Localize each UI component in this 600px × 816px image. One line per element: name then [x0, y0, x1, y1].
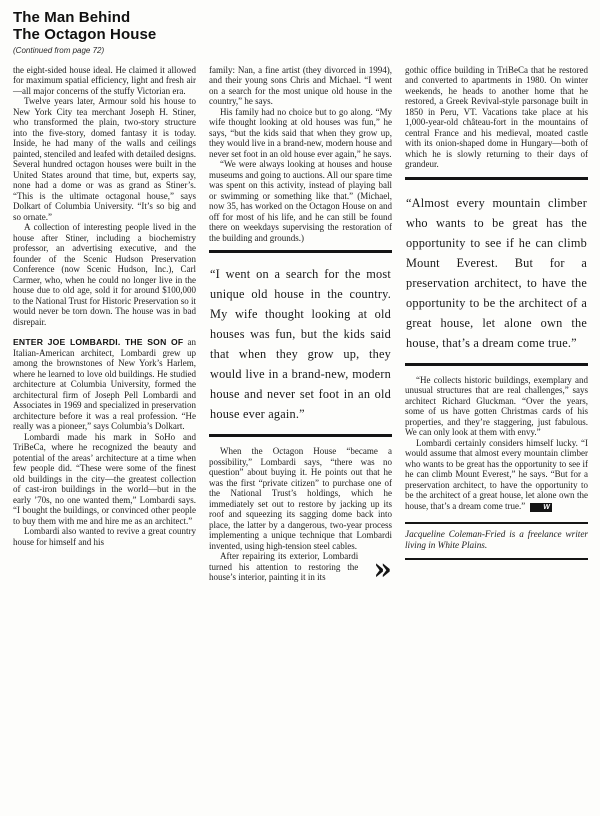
column-3: [405, 65, 588, 584]
end-of-article-mark: W: [530, 503, 552, 512]
paragraph-text: After repairing its exterior, Lombardi turned his attention to restoring the house’s interior, painting it in its: [209, 551, 359, 583]
column-1: [13, 65, 196, 584]
paragraph-text: an Italian-American architect, Lombardi grew up among the brownstones of New York’s Harlem, where he learned to love old buildings. He studied architecture at Columbia University, formed the architectural firm of Joseph Pell Lombardi and Associates in 1969 and specialized in preservation architecture before it was a real profession. “He really was a pioneer,” says Columbia’s Dolkart.: [13, 337, 196, 432]
paragraph: family: Nan, a fine artist (they divorced in 1994), and their young sons Chris and Michael. “I went on a search for the most unique old house in the country,” he says.: [209, 64, 392, 107]
article-title: [13, 10, 588, 44]
pull-quote: “Almost every mountain climber who wants to be great has the opportunity to see if he can climb Mount Everest. But for a preservation architect, to have the opportunity to be the architect of a great house, let alone own the house, that’s a dream come true.”: [405, 177, 588, 366]
continuation-chevron-icon: »: [373, 552, 392, 588]
paragraph: Lombardi made his mark in SoHo and TriBeCa, where he recognized the beauty and potential of the areas’ architecture at a time when few people did. “These were some of the finest old buildings in the city—the greatest collection of cast-iron buildings in the world—but in the early ’70s, no one wanted them,” Lombardi says. “I bought the buildings, or convinced other people to buy them with me and hire me as an architect.”: [13, 431, 196, 526]
paragraph: gothic office building in TriBeCa that he restored and converted to apartments in 1980. On winter weekends, he heads to another home that he restored, a Greek Revival-style parsonage built in 1850 in Peru, VT. Vacations take place at his 1,000-year-old château-fort in the mountains of central France and his medieval, moated castle with its onion-shaped dome in Hungary—both of which he is slowly returning to their days of grandeur.: [405, 64, 588, 170]
paragraph: “We were always looking at houses and house museums and going to auctions. All our spare time was spent on this activity, instead of playing ball or swimming or something like that.” (Michael, now 35, has worked on the Octagon House on and off for most of his life, and he can still be found there on weekdays supervising the restoration of the building and grounds.): [209, 159, 392, 243]
paragraph: “He collects historic buildings, exemplary and unusual structures that are real challenges,” says architect Richard Gluckman. “Over the years, some of us have gotten Christmas cards of his properties, and they’re staggering, just fabulous. We can only look at them with envy.”: [405, 374, 588, 438]
article-masthead: [13, 10, 588, 55]
paragraph: Lombardi also wanted to revive a great country house for himself and his: [13, 526, 196, 547]
run-in-heading: ENTER JOE LOMBARDI. THE SON OF: [13, 337, 184, 348]
column-2: [209, 64, 392, 588]
paragraph: A collection of interesting people lived in the house after Stiner, including a biochemistry professor, an advertising executive, and the founder of the Scenic Hudson Preservation Conference (now Scenic Hudson, Inc.), Carl Carmer, who, when he could no longer live in the house due to old age, sold it for around $100,000 to the National Trust for Historic Preservation so it would never be torn down. The house was in bad disrepair.: [13, 222, 196, 327]
paragraph: the eight-sided house ideal. He claimed it allowed for maximum spatial efficiency, light and fresh air—all major concerns of the stuffy Victorian era.: [13, 64, 196, 96]
continued-note: (Continued from page 72): [13, 45, 105, 55]
article-title-line1: The Man Behind: [13, 9, 131, 26]
paragraph: Twelve years later, Armour sold his house to New York City tea merchant Joseph H. Stiner, who transformed the plain, two-story structure into the five-story, domed fantasy it is today. Inside, he had many of the walls and ceilings painted, stenciled and leafed with detailed designs. Several hundred octagon houses were built in the United States around that time, but, experts say, none had a dome or was as grand as Stiner’s. “This is the ultimate octagonal house,” says Dolkart of Columbia University. “It’s so big and so ornate.”: [13, 96, 196, 222]
paragraph: When the Octagon House “became a possibility,” Lombardi says, “there was no question” about buying it. He points out that he was the first “private citizen” to purchase one of the National Trust’s holdings, which he immediately set out to restore by jacking up its roof and squeezing its sagging dome back into place, the latter by a dangerous, two-year process implementing a unique technique that Lombardi invented, using high-tension steel cables.: [209, 446, 392, 551]
article-columns: [13, 64, 588, 588]
paragraph: His family had no choice but to go along. “My wife thought looking at old houses was fun,” he says, “but the kids said that when they grow up, they would live in a brand-new, modern house and never set foot in an old house ever again,” he says.: [209, 106, 392, 159]
paragraph: [13, 337, 196, 432]
paragraph-text: Lombardi certainly considers himself lucky. “I would assume that almost every mountain climber who wants to be great has the opportunity to see if he can climb Mount Everest,” he says. “But for a preservation architect, to have the opportunity to be the architect of a great house, let alone own the house, that’s a dream come true.”: [405, 437, 588, 511]
article-title-line2: The Octagon House: [13, 25, 157, 43]
author-bio: Jacqueline Coleman-Fried is a freelance writer living in White Plains.: [405, 522, 588, 560]
paragraph: [405, 438, 588, 512]
pull-quote: “I went on a search for the most unique old house in the country. My wife thought looking at old houses was fun, but the kids said that when they grow up, they would live in a brand-new, modern house and never set foot in an old house ever again.”: [209, 250, 392, 437]
paragraph: [209, 551, 392, 588]
